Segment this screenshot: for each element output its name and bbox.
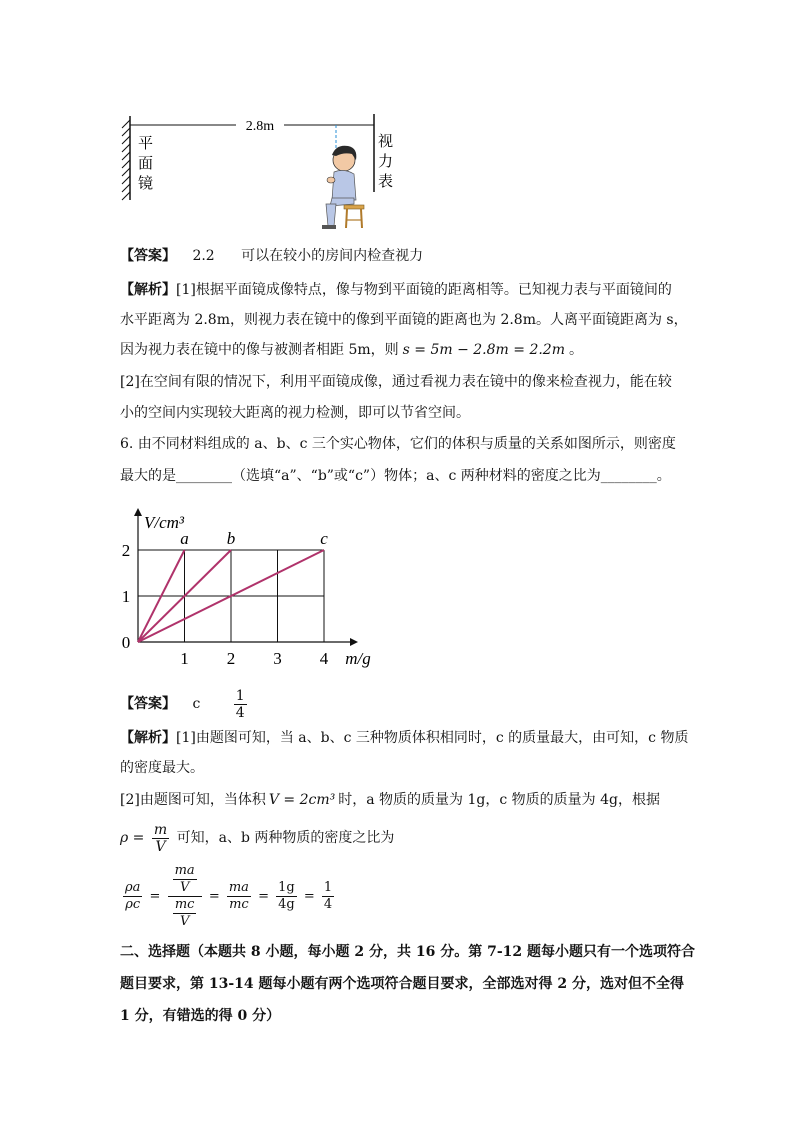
y-tick-2: 2 [121,541,131,560]
y-tick-1: 1 [121,587,131,606]
q6-ratio-f2-bot-num: mc [174,897,195,912]
q6-ratio-f3-den: mc [229,897,249,912]
q6-rho-fraction [152,822,169,855]
q6-ratio-f2-bottom [168,897,202,930]
y-axis-arrow [134,508,142,516]
y-tick-0: 0 [121,633,131,652]
q6-ratio-eq-2: = [208,889,220,904]
q6-ratio-f2-bot-den: V [179,914,190,929]
q5-analysis-line-4: [2]在空间有限的情况下，利用平面镜成像，通过看视力表在镜中的像来检查视力，能在较 [120,374,672,390]
q6-answer-fraction [234,688,247,721]
q5-analysis-line-3 [120,340,583,360]
q5-line3-suffix: 。 [568,342,583,358]
q6-ratio-eq-3: = [258,889,269,904]
q5-analysis-line-5: 小的空间内实现较大距离的视力检测，即可以节省空间。 [120,405,470,421]
q6-a3-suffix: 时，a 物质的质量为 1g，c 物质的质量为 4g，根据 [338,792,660,808]
x-axis-arrow [350,638,358,646]
q6-analysis-line-4 [120,818,394,858]
q6-ratio-f1 [123,880,142,913]
q6-answer-den: 4 [235,704,245,721]
mirror-label-1: 平 [138,136,154,152]
q5-line3-formula: s = 5m − 2.8m = 2.2m [402,342,565,358]
q5-line3-prefix: 因为视力表在镜中的像与被测者相距 5m，则 [120,342,399,358]
q6-ratio-f5 [322,880,334,913]
q6-ratio-f5-den: 4 [323,897,333,912]
q5-analysis-line-2: 水平距离为 2.8m，则视力表在镜中的像到平面镜的距离也为 2.8m。人离平面镜距离为 s， [120,312,688,328]
x-axis-label: m/g [345,649,371,668]
chart-label-1: 视 [378,134,394,150]
q6-ratio-f3 [227,880,251,913]
x-tick-2: 2 [226,649,236,668]
person-icon [322,146,364,229]
q6-ratio-f2-top-den: V [179,880,190,895]
q6-ratio-f4 [276,880,297,913]
q6-ratio-formula [120,862,337,932]
q6-ratio-f2-top-frac [173,863,197,896]
q6-answer-value: c [192,696,201,712]
q6-analysis-tag: 【解析】 [120,730,176,746]
distance-label: 2.8m [245,119,275,134]
q6-ratio-f2-bot-frac [173,897,197,930]
q6-analysis-text-1: [1]由题图可知，当 a、b、c 三种物质体积相同时，c 的质量最大，由可知，c 物质 [176,730,689,746]
x-tick-1: 1 [180,649,189,668]
series-label-b: b [226,529,236,548]
q5-answer-tag: 【答案】 [120,248,176,264]
series-label-c: c [320,529,328,548]
q6-a4-suffix: 可知，a、b 两种物质的密度之比为 [176,830,395,846]
section2-line-3: 1 分，有错选的得 0 分） [120,1008,281,1024]
q6-answer-line [120,686,250,722]
q6-ratio-f4-num: 1g [278,880,295,895]
chart-label-3: 表 [378,174,394,190]
q6-ratio-f2 [168,863,202,930]
x-tick-3: 3 [273,649,282,668]
mirror-figure [118,108,408,236]
q6-rho-den: V [155,838,166,855]
q6-ratio-eq-1: = [149,889,161,904]
q6-rho-eq: ρ = [120,830,145,846]
q5-answer-line [120,246,423,266]
q6-ratio-f3-num: ma [228,880,249,895]
chart-label-2: 力 [378,154,394,170]
q6-answer-num: 1 [235,687,245,704]
q6-ratio-f2-top [168,863,202,897]
section2-line-1: 二、选择题（本题共 8 小题，每小题 2 分，共 16 分。第 7-12 题每小题只有一个选项符合 [120,944,695,960]
mirror-hatch [122,120,130,200]
q6-stem-1: 6. 由不同材料组成的 a、b、c 三个实心物体，它们的体积与质量的关系如图所示，则密度 [120,436,676,452]
q6-ratio-f5-num: 1 [323,880,333,895]
q6-analysis-line-3 [120,790,660,810]
q6-stem-2: 最大的是________（选填“a”、“b”或“c”）物体；a、c 两种材料的密度之比为________。 [120,468,671,484]
q6-analysis-line-2: 的密度最大。 [120,760,204,776]
q6-ratio-eq-4: = [303,889,315,904]
mirror-label-2: 面 [138,156,154,172]
q6-answer-tag: 【答案】 [120,696,176,712]
q6-ratio-f4-den: 4g [278,897,295,912]
q5-answer-text: 可以在较小的房间内检查视力 [241,248,424,264]
x-tick-4: 4 [319,649,329,668]
volume-mass-chart [110,500,390,676]
q5-analysis-text-1: [1]根据平面镜成像特点，像与物到平面镜的距离相等。已知视力表与平面镜间的 [176,282,672,298]
mirror-label-3: 镜 [138,176,154,192]
series-label-a: a [180,529,189,548]
q6-a3-prefix: [2]由题图可知，当体积 [120,792,266,808]
q6-a3-formula: V = 2cm³ [268,792,336,808]
q6-ratio-f1-num: ρa [125,880,141,895]
q6-ratio-f2-top-num: ma [174,863,195,878]
q5-analysis-tag: 【解析】 [120,282,176,298]
q6-rho-num: m [153,821,168,838]
section2-line-2: 题目要求，第 13-14 题每小题有两个选项符合题目要求，全部选对得 2 分，选对但不全得 [120,976,685,992]
y-axis-label: V/cm³ [144,513,185,532]
q6-ratio-f1-den: ρc [125,897,141,912]
q5-answer-value: 2.2 [192,248,215,264]
q6-analysis-line-1 [120,728,688,748]
q5-analysis-line-1 [120,280,672,300]
